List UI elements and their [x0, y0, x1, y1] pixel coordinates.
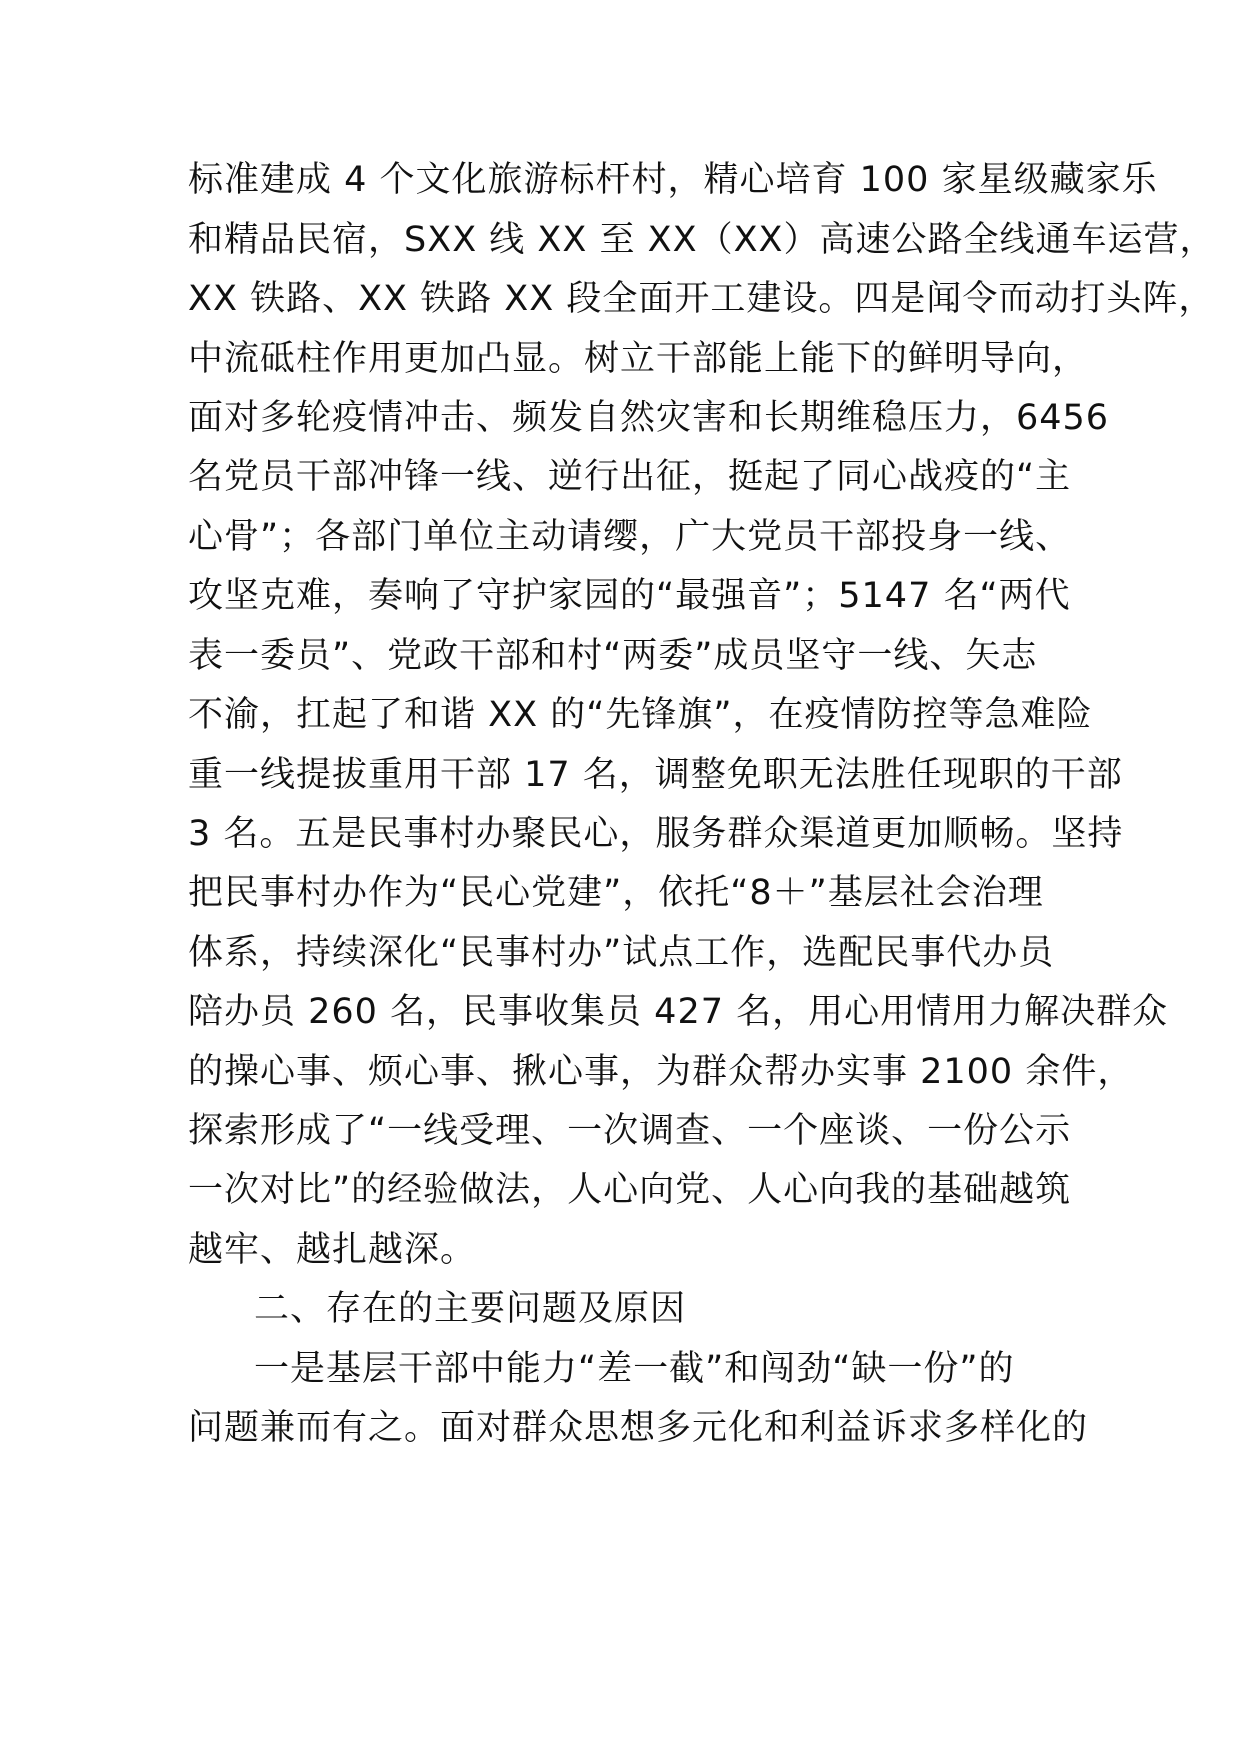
body-line: 越牢、越扎越深。	[188, 1230, 477, 1270]
body-line: 名党员干部冲锋一线、逆行出征，挺起了同心战疫的“主	[188, 457, 1072, 497]
body-line: 陪办员 260 名，民事收集员 427 名，用心用情用力解决群众	[188, 992, 1169, 1032]
body-line: 心骨”；各部门单位主动请缨，广大党员干部投身一线、	[188, 517, 1072, 557]
body-line: 探索形成了“一线受理、一次调查、一个座谈、一份公示	[188, 1111, 1072, 1151]
body-line: 一次对比”的经验做法，人心向党、人心向我的基础越筑	[188, 1170, 1072, 1210]
body-line: XX 铁路、XX 铁路 XX 段全面开工建设。四是闻令而动打头阵，	[188, 279, 1215, 319]
body-line: 体系，持续深化“民事村办”试点工作，选配民事代办员	[188, 933, 1055, 973]
body-line: 表一委员”、党政干部和村“两委”成员坚守一线、矢志	[188, 636, 1038, 676]
body-line: 中流砥柱作用更加凸显。树立干部能上能下的鲜明导向，	[188, 339, 1089, 379]
body-line: 3 名。五是民事村办聚民心，服务群众渠道更加顺畅。坚持	[188, 814, 1124, 854]
body-line: 不渝，扛起了和谐 XX 的“先锋旗”，在疫情防控等急难险	[188, 695, 1093, 735]
body-line: 重一线提拔重用干部 17 名，调整免职无法胜任现职的干部	[188, 755, 1123, 795]
section-heading: 二、存在的主要问题及原因	[254, 1289, 687, 1329]
body-line: 把民事村办作为“民心党建”，依托“8＋”基层社会治理	[188, 873, 1044, 913]
body-line: 攻坚克难，奏响了守护家园的“最强音”；5147 名“两代	[188, 576, 1071, 616]
body-line: 的操心事、烦心事、揪心事，为群众帮办实事 2100 余件，	[188, 1052, 1134, 1092]
body-line: 一是基层干部中能力“差一截”和闯劲“缺一份”的	[254, 1349, 1015, 1389]
body-line: 和精品民宿，SXX 线 XX 至 XX（XX）高速公路全线通车运营，	[188, 220, 1216, 260]
body-line: 面对多轮疫情冲击、频发自然灾害和长期维稳压力，6456	[188, 398, 1110, 438]
body-line: 问题兼而有之。面对群众思想多元化和利益诉求多样化的	[188, 1408, 1089, 1448]
body-line: 标准建成 4 个文化旅游标杆村，精心培育 100 家星级藏家乐	[188, 160, 1158, 200]
